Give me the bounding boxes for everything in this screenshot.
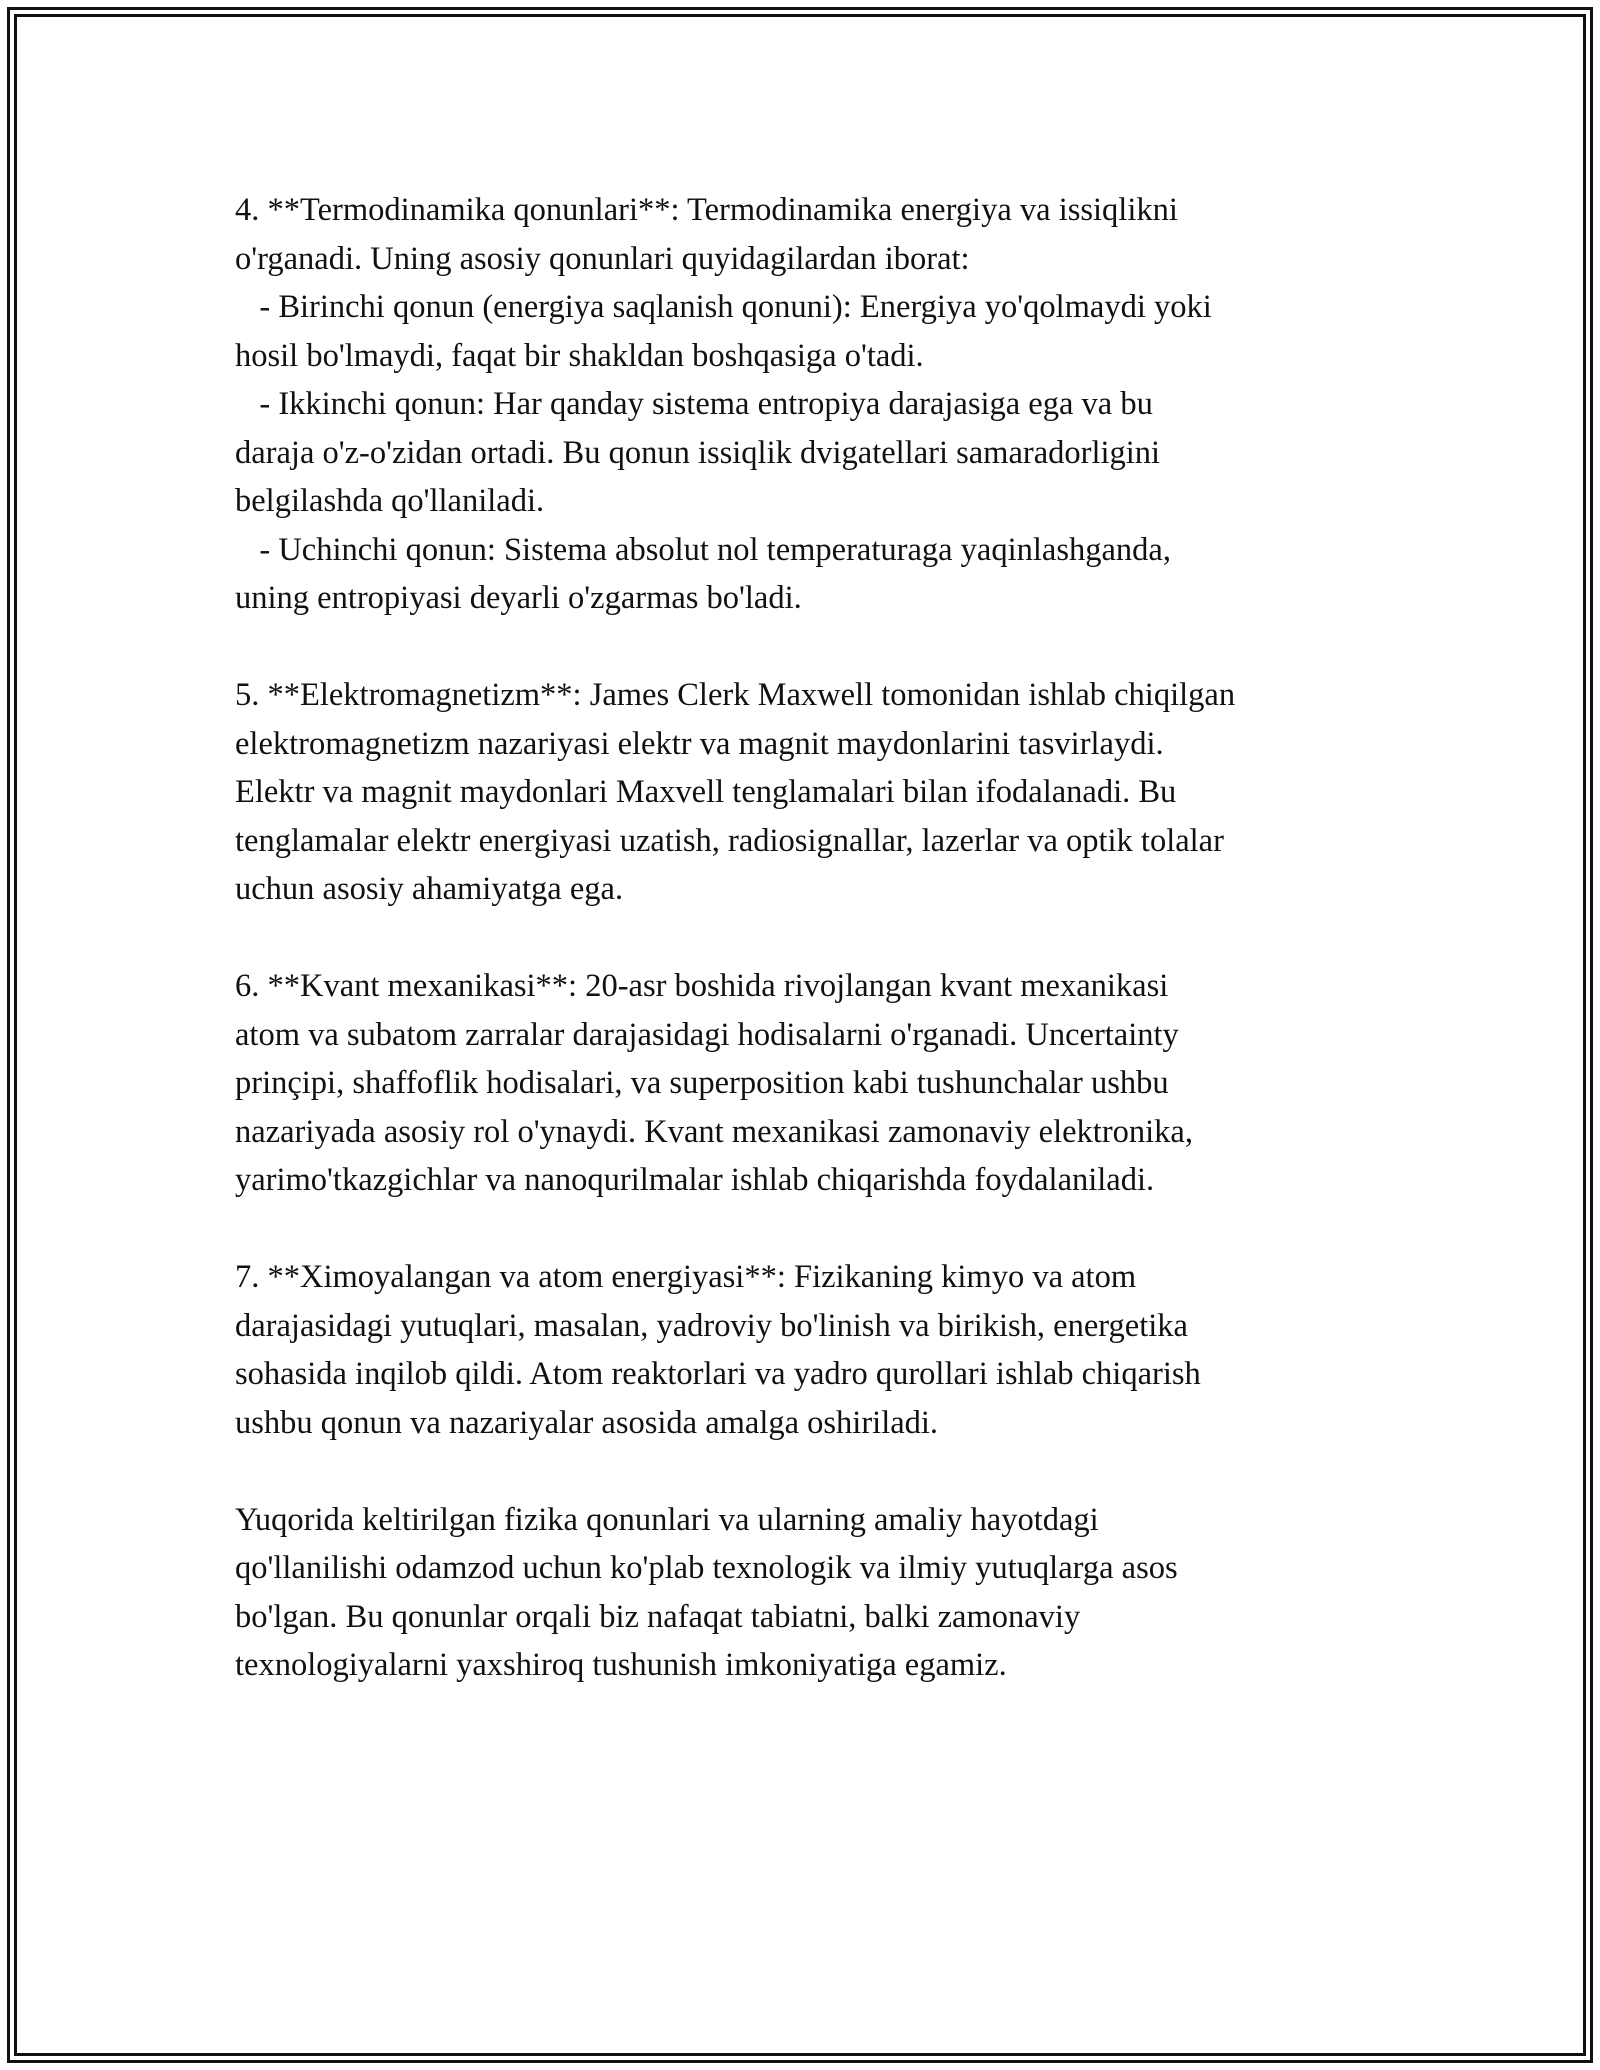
text-line: texnologiyalarni yaxshiroq tushunish imkoniyatiga egamiz. [235, 1647, 1007, 1683]
text-line: 6. **Kvant mexanikasi**: 20-asr boshida rivojlangan kvant mexanikasi [235, 968, 1169, 1004]
text-line: atom va subatom zarralar darajasidagi hodisalarni o'rganadi. Uncertainty [235, 1016, 1179, 1053]
text-line: hosil bo'lmaydi, faqat bir shakldan boshqasiga o'tadi. [235, 337, 924, 374]
text-line: - Birinchi qonun (energiya saqlanish qonuni): Energiya yo'qolmaydi yoki [235, 289, 1212, 325]
text-line: ushbu qonun va nazariyalar asosida amalga oshiriladi. [235, 1404, 939, 1441]
text-line: nazariyada asosiy rol o'ynaydi. Kvant mexanikasi zamonaviy elektronika, [235, 1113, 1193, 1150]
paragraph-atom-energiyasi [235, 1253, 1380, 1447]
text-line: 5. **Elektromagnetizm**: James Clerk Maxwell tomonidan ishlab chiqilgan [235, 677, 1236, 713]
text-line: - Ikkinchi qonun: Har qanday sistema entropiya darajasiga ega va bu [235, 386, 1153, 422]
paragraph-termodinamika [235, 186, 1380, 623]
text-line: qo'llanilishi odamzod uchun ko'plab texnologik va ilmiy yutuqlarga asos [235, 1550, 1178, 1586]
text-line: bo'lgan. Bu qonunlar orqali biz nafaqat tabiatni, balki zamonaviy [235, 1598, 1081, 1635]
text-line: uning entropiyasi deyarli o'zgarmas bo'ladi. [235, 580, 802, 616]
text-line: daraja o'z-o'zidan ortadi. Bu qonun issiqlik dvigatellari samaradorligini [235, 434, 1161, 471]
text-line: - Uchinchi qonun: Sistema absolut nol temperaturaga yaqinlashganda, [235, 531, 1171, 568]
text-line: 7. **Ximoyalangan va atom energiyasi**: Fizikaning kimyo va atom [235, 1259, 1137, 1295]
text-line: o'rganadi. Uning asosiy qonunlari quyidagilardan iborat: [235, 240, 970, 277]
text-line: 4. **Termodinamika qonunlari**: Termodinamika energiya va issiqlikni [235, 192, 1178, 228]
text-line: sohasida inqilob qildi. Atom reaktorlari va yadro qurollari ishlab chiqarish [235, 1356, 1201, 1392]
text-line: yarimo'tkazgichlar va nanoqurilmalar ishlab chiqarishda foydalaniladi. [235, 1162, 1155, 1198]
text-line: uchun asosiy ahamiyatga ega. [235, 871, 624, 907]
text-line: elektromagnetizm nazariyasi elektr va magnit maydonlarini tasvirlaydi. [235, 725, 1164, 762]
paragraph-elektromagnetizm [235, 671, 1380, 914]
paragraph-conclusion [235, 1496, 1380, 1690]
text-line: tenglamalar elektr energiyasi uzatish, radiosignallar, lazerlar va optik tolalar [235, 822, 1224, 859]
paragraph-kvant-mexanikasi [235, 962, 1380, 1205]
document-body [235, 186, 1380, 1690]
text-line: Elektr va magnit maydonlari Maxvell tenglamalari bilan ifodalanadi. Bu [235, 774, 1177, 810]
text-line: darajasidagi yutuqlari, masalan, yadroviy bo'linish va birikish, energetika [235, 1307, 1188, 1344]
text-line: prinçipi, shaffoflik hodisalari, va superposition kabi tushunchalar ushbu [235, 1065, 1169, 1101]
text-line: Yuqorida keltirilgan fizika qonunlari va ularning amaliy hayotdagi [235, 1501, 1099, 1538]
text-line: belgilashda qo'llaniladi. [235, 483, 545, 519]
